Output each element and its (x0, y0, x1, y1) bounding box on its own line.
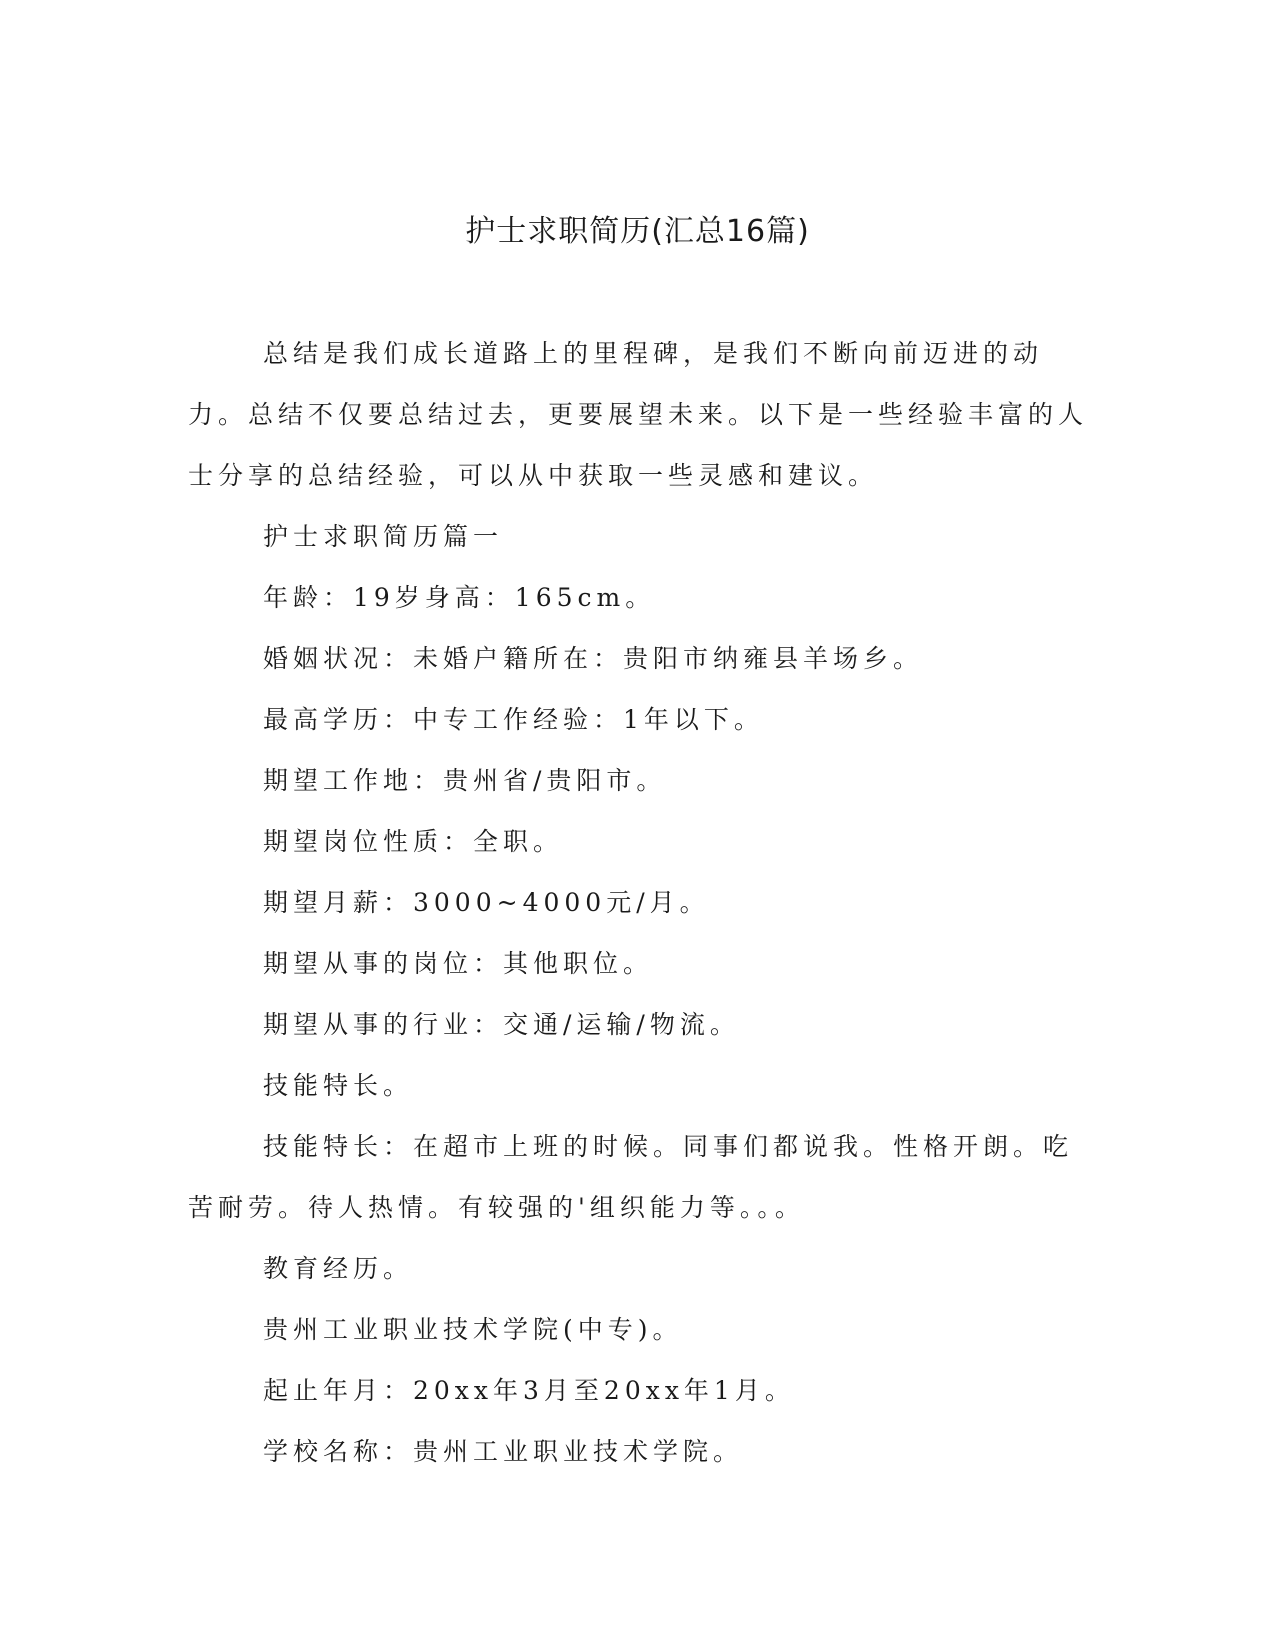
school-line: 贵州工业职业技术学院(中专)。 (263, 1315, 683, 1344)
education-experience-line: 最高学历：中专工作经验：1年以下。 (263, 705, 764, 734)
expected-industry-line: 期望从事的行业：交通/运输/物流。 (263, 1010, 740, 1039)
education-heading: 教育经历。 (263, 1254, 414, 1283)
intro-paragraph: 总结是我们成长道路上的里程碑，是我们不断向前迈进的动力。总结不仅要总结过去，更要展望未来。以下是一些经验丰富的人士分享的总结经验，可以从中获取一些灵感和建议。 (188, 339, 1089, 490)
skills-heading: 技能特长。 (263, 1071, 414, 1100)
period-line: 起止年月：20xx年3月至20xx年1月。 (263, 1376, 795, 1405)
expected-salary-line: 期望月薪：3000~4000元/月。 (263, 888, 710, 917)
school-name-line: 学校名称：贵州工业职业技术学院。 (263, 1437, 744, 1466)
section-heading: 护士求职简历篇一 (263, 522, 504, 551)
expected-job-type-line: 期望岗位性质：全职。 (263, 827, 564, 856)
expected-location-line: 期望工作地：贵州省/贵阳市。 (263, 766, 667, 795)
age-height-line: 年龄：19岁身高：165cm。 (263, 583, 656, 612)
expected-position-line: 期望从事的岗位：其他职位。 (263, 949, 654, 978)
document-body (188, 323, 1088, 1482)
marital-residence-line: 婚姻状况：未婚户籍所在：贵阳市纳雍县羊场乡。 (263, 644, 924, 673)
page-title: 护士求职简历(汇总16篇) (465, 214, 810, 249)
skills-paragraph: 技能特长：在超市上班的时候。同事们都说我。性格开朗。吃苦耐劳。待人热情。有较强的'组织能力等。。。 (188, 1132, 1074, 1222)
